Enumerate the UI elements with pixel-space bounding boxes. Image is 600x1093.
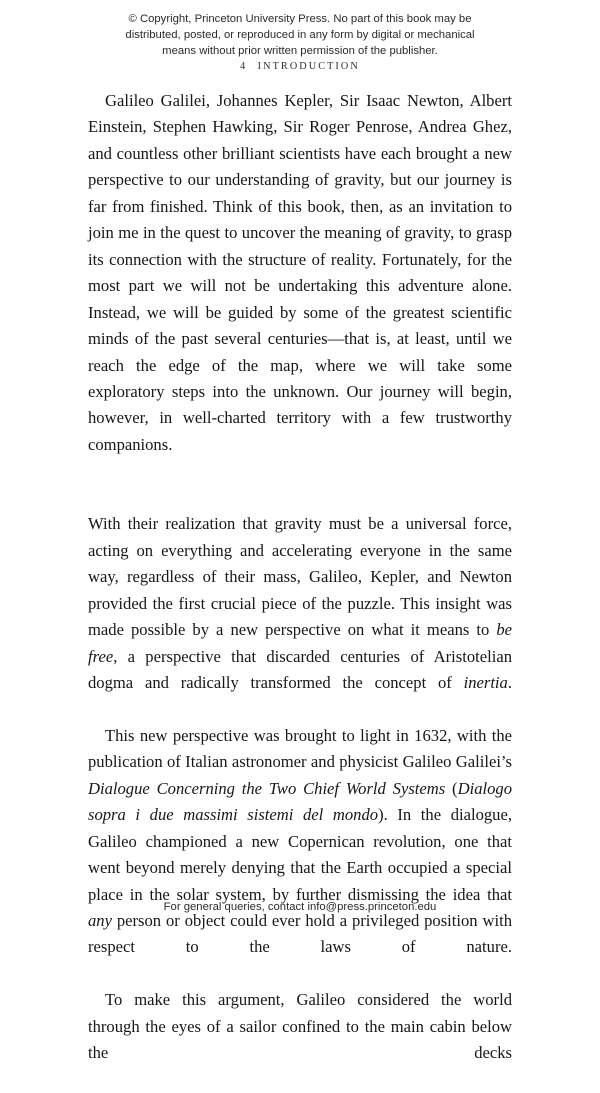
copyright-line-2: distributed, posted, or reproduced in any form by digital or mechanical (125, 29, 475, 42)
paragraph-3-italic-dialogue-title: Dialogue Concerning the Two Chief World Systems (88, 778, 446, 798)
paragraph-3-part-2: ( (445, 778, 458, 798)
page-number: 4 (240, 61, 246, 72)
paragraph-3-part-4: person or object could ever hold a privileged position with respect to the laws of nature. (88, 911, 512, 957)
paragraph-2 (88, 511, 512, 723)
copyright-line-3: means without prior written permission of the publisher. (162, 45, 438, 58)
paragraph-2-part-3: . (507, 672, 512, 692)
paragraph-2-italic-inertia: inertia (463, 672, 508, 692)
paragraph-4 (88, 987, 512, 1093)
paragraph-2-part-1: With their realization that gravity must be a universal force, acting on everything and accelerating everyone in the same way, regardless of their mass, Galileo, Kepler, and Newton provided the first crucial piece of the puzzle. This insight was made possible by a new perspective on what it means to (88, 514, 512, 640)
paragraph-3-part-1: This new perspective was brought to light in 1632, with the publication of Italian astronomer and physicist Galileo Galilei’s (88, 725, 512, 772)
paragraph-3 (88, 723, 512, 988)
chapter-title: INTRODUCTION (257, 61, 360, 72)
paragraph-3-italic-dialogo-title: Dialogo sopra i due massimi sistemi del mondo (88, 778, 512, 825)
paragraph-1 (88, 88, 512, 485)
copyright-notice (0, 11, 600, 60)
paragraph-2-part-2: , a perspective that discarded centuries of Aristotelian dogma and radically transformed the concept of (88, 646, 512, 692)
paragraph-3-part-3: ). In the dialogue, Galileo championed a new Copernican revolution, one that went beyond merely denying that the Earth occupied a special place in the solar system, by further dismissing the idea that (88, 805, 512, 904)
paragraph-2-italic-be-free: be free (88, 620, 512, 666)
running-head (0, 61, 600, 72)
body-text-column (88, 88, 512, 1093)
paragraph-3-italic-any: any (88, 911, 112, 931)
copyright-line-1: © Copyright, Princeton University Press. No part of this book may be (128, 13, 472, 25)
footer-queries-notice: For general queries, contact info@press.princeton.edu (163, 901, 437, 913)
paragraph-1-text: Galileo Galilei, Johannes Kepler, Sir Isaac Newton, Albert Einstein, Stephen Hawking, Sir Roger Penrose, Andrea Ghez, and countless other brilliant scientists have each brought a new perspective to our understanding of gravity, but our journey is far from finished. Think of this book, then, as an invitation to join me in the quest to uncover the meaning of gravity, to grasp its connection with the structure of reality. Fortunately, for the most part we will not be undertaking this adventure alone. Instead, we will be guided by some of the greatest scientific minds of the past several centuries—that is, at least, until we reach the edge of the map, where we will take some exploratory steps into the unknown. Our journey will begin, however, in well-charted territory with a few trustworthy companions. (88, 91, 512, 454)
paragraph-4-text: To make this argument, Galileo considered the world through the eyes of a sailor confined to the main cabin below the decks (88, 990, 512, 1063)
